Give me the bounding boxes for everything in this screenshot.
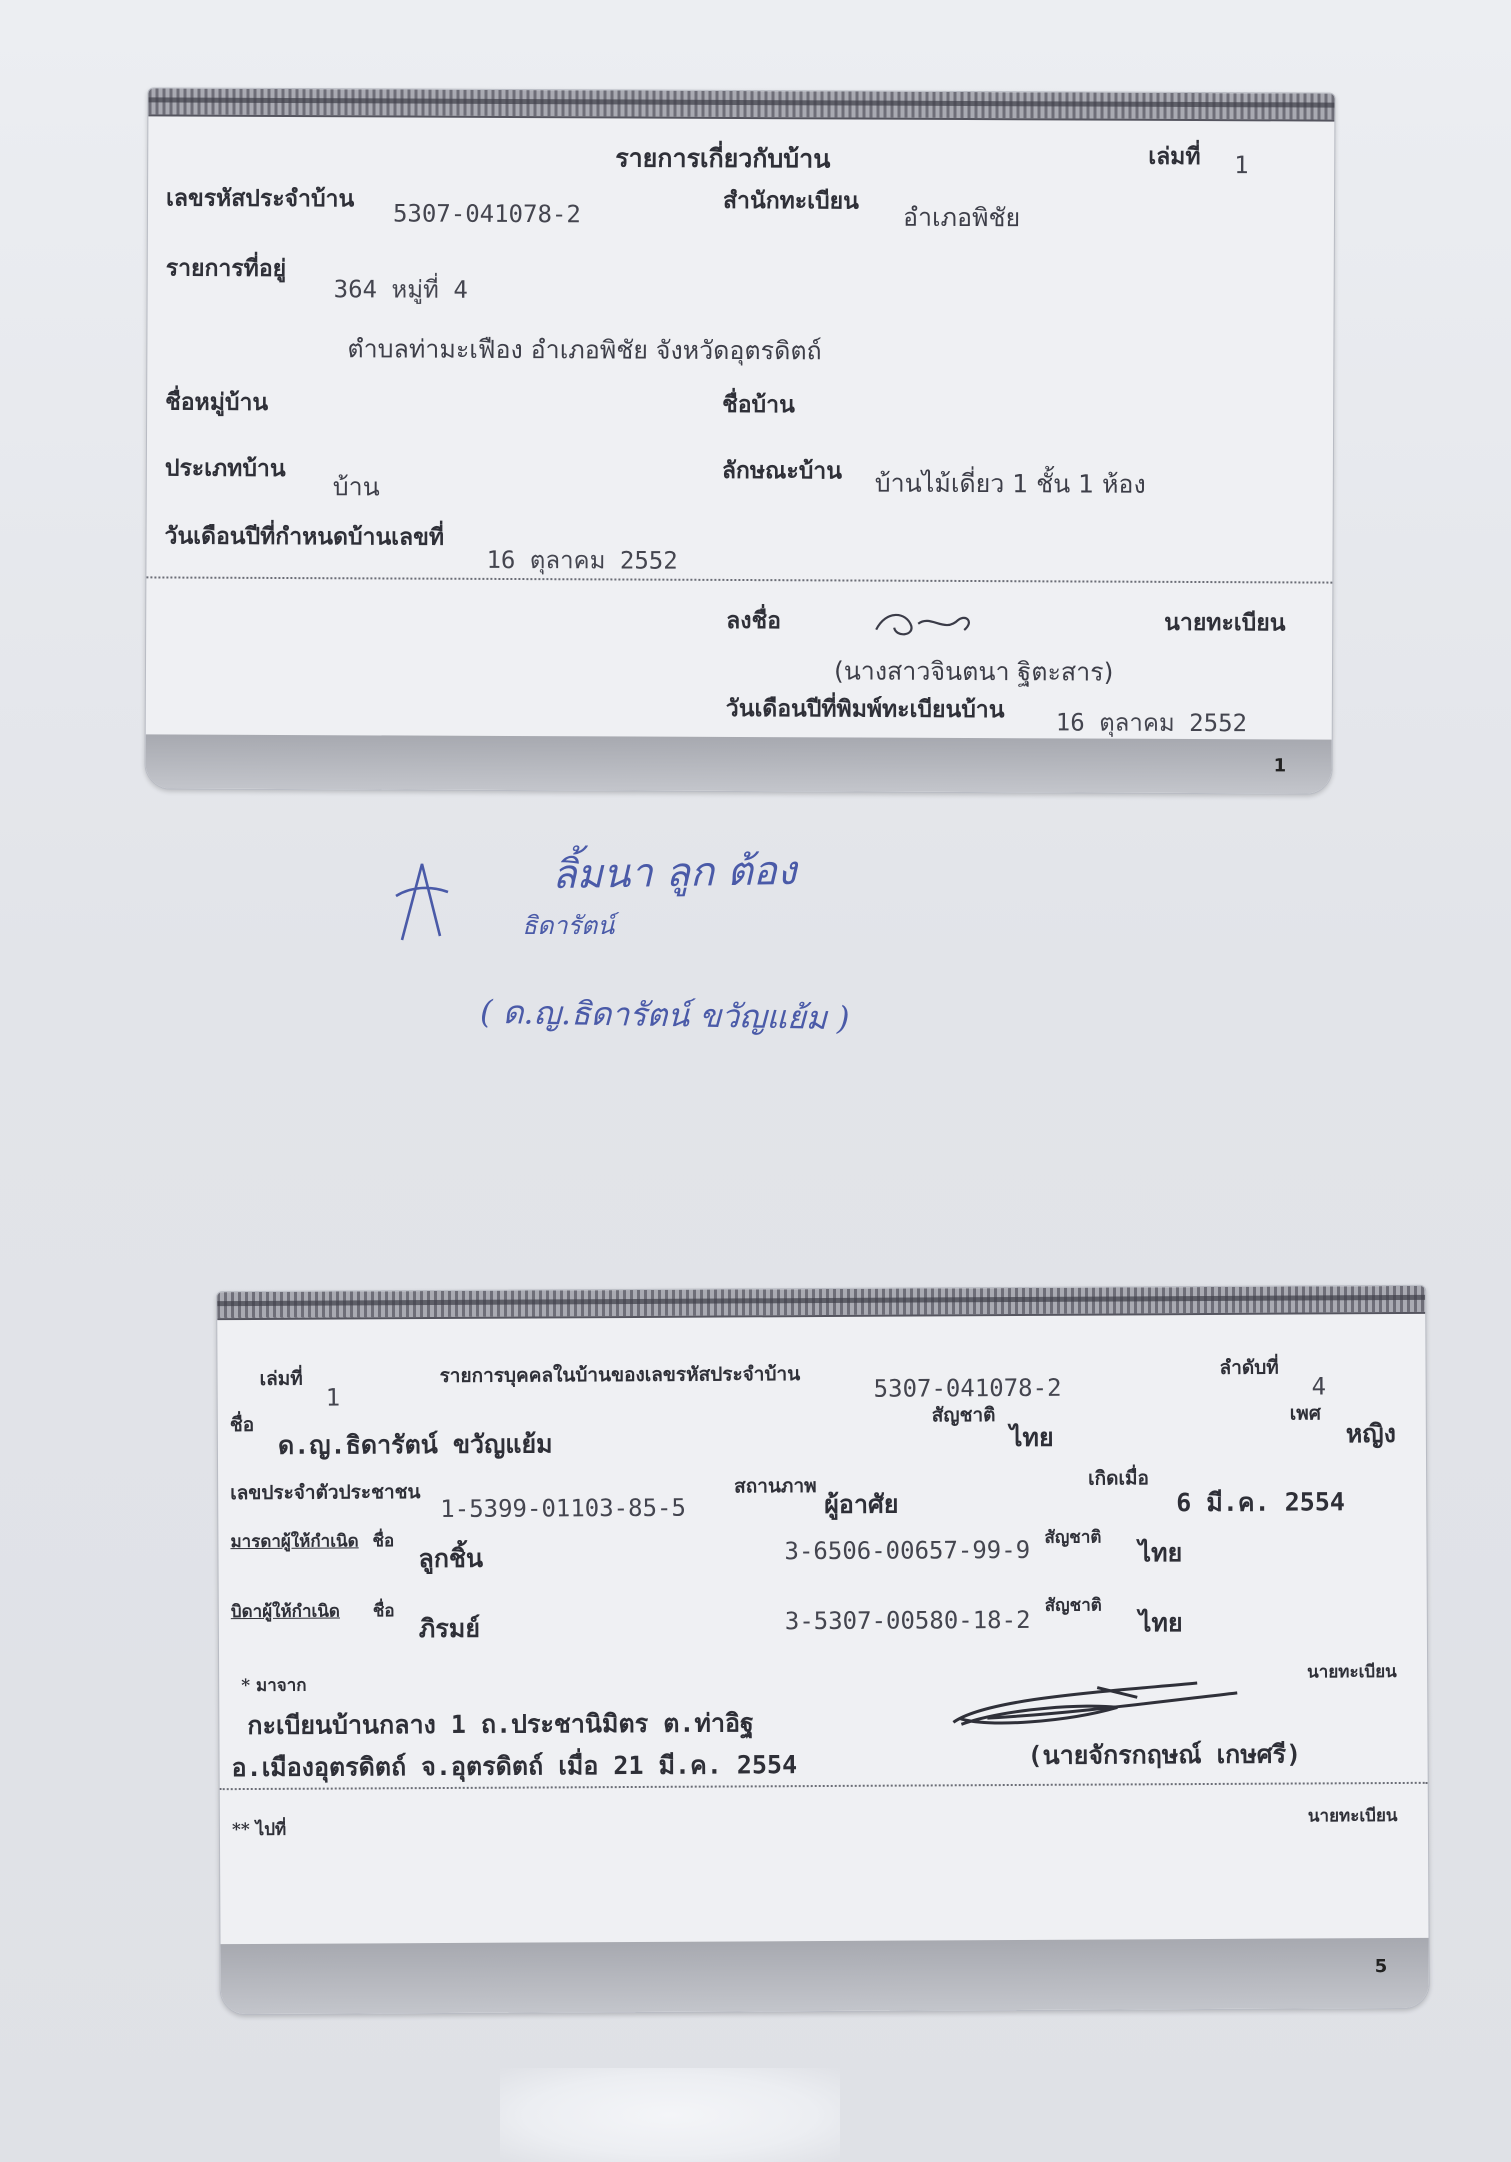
house-type-label: ประเภทบ้าน — [164, 454, 286, 483]
sequence-label: ลำดับที่ — [1219, 1356, 1279, 1379]
handwritten-mark-icon — [392, 856, 452, 946]
house-code-value: 5307-041078-2 — [392, 199, 581, 229]
office-label: สำนักทะเบียน — [722, 186, 859, 215]
card-binding-strip — [217, 1286, 1425, 1320]
book-value: 1 — [1234, 151, 1249, 180]
card-title: รายการบุคคลในบ้านของเลขรหัสประจำบ้าน — [439, 1363, 801, 1388]
registrar-label: นายทะเบียน — [1164, 608, 1286, 637]
book-label: เล่มที่ — [1148, 142, 1201, 171]
page-number: 1 — [1273, 755, 1287, 777]
from-label: * มาจาก — [241, 1675, 307, 1697]
father-id: 3-5307-00580-18-2 — [784, 1605, 1031, 1636]
house-code-value: 5307-041078-2 — [873, 1373, 1062, 1403]
address-line-1: 364 หมู่ที่ 4 — [333, 275, 468, 304]
mother-name-label: ชื่อ — [372, 1531, 395, 1552]
house-style-value: บ้านไม้เดี่ยว 1 ชั้น 1 ห้อง — [874, 468, 1146, 499]
sequence-value: 4 — [1311, 1372, 1327, 1401]
print-date-value: 16 ตุลาคม 2552 — [1055, 708, 1248, 738]
to-label: ** ไปที่ — [231, 1819, 287, 1841]
id-value: 1-5399-01103-85-5 — [440, 1493, 686, 1524]
nationality-label: สัญชาติ — [931, 1404, 996, 1427]
registrar-name: (นายจักรกฤษณ์ เกษศรี) — [1027, 1739, 1302, 1770]
handwritten-note-line-1: ลิ้มนา ลูก ต้อง — [551, 847, 797, 899]
paper-smudge — [500, 2068, 840, 2162]
sex-label: เพศ — [1289, 1402, 1321, 1425]
house-style-label: ลักษณะบ้าน — [721, 456, 843, 485]
mother-label: มารดาผู้ให้กำเนิด — [230, 1531, 359, 1553]
registrar-signature-2 — [947, 1677, 1247, 1739]
registrar-name: (นางสาวจินตนา ฐิตะสาร) — [833, 656, 1114, 687]
mother-name: ลูกชิ้น — [418, 1543, 484, 1574]
from-address-line-1: กะเบียนบ้านกลาง 1 ถ.ประชานิมิตร ต.ท่าอิฐ — [247, 1708, 754, 1741]
name-label: ชื่อ — [229, 1413, 255, 1437]
house-type-value: บ้าน — [332, 472, 380, 502]
address-label: รายการที่อยู่ — [165, 254, 287, 283]
sex-value: หญิง — [1345, 1418, 1396, 1449]
card-title: รายการเกี่ยวกับบ้าน — [615, 143, 831, 174]
status-value: ผู้อาศัย — [824, 1489, 899, 1519]
mother-nationality-label: สัญชาติ — [1044, 1527, 1102, 1548]
father-name-label: ชื่อ — [372, 1601, 395, 1622]
mother-nationality: ไทย — [1138, 1538, 1183, 1568]
person-record-card — [216, 1285, 1430, 2015]
nationality-value: ไทย — [1009, 1422, 1054, 1453]
house-code-label: เลขรหัสประจำบ้าน — [165, 184, 355, 213]
house-details-card — [144, 87, 1335, 794]
handwritten-note-line-3: ( ด.ญ.ธิดารัตน์ ขวัญแย้ม ) — [479, 992, 850, 1038]
registrar-label: นายทะเบียน — [1307, 1661, 1397, 1683]
print-date-label: วันเดือนปีที่พิมพ์ทะเบียนบ้าน — [725, 694, 1005, 724]
book-label: เล่มที่ — [259, 1367, 303, 1390]
assign-date-value: 16 ตุลาคม 2552 — [486, 545, 678, 575]
house-name-label: ชื่อบ้าน — [722, 390, 795, 419]
handwritten-note-line-2: ธิดารัตน์ — [522, 911, 615, 940]
father-name: ภิรมย์ — [418, 1613, 481, 1644]
village-label: ชื่อหมู่บ้าน — [165, 388, 269, 416]
book-value: 1 — [325, 1383, 341, 1412]
sign-label: ลงชื่อ — [726, 606, 782, 635]
registrar-label-2: นายทะเบียน — [1307, 1805, 1398, 1827]
card-binding-strip — [148, 88, 1334, 121]
mother-id: 3-6506-00657-99-9 — [784, 1535, 1031, 1566]
status-label: สถานภาพ — [734, 1475, 817, 1498]
address-line-2: ตำบลท่ามะเฟือง อำเภอพิชัย จังหวัดอุตรดิตถ์ — [347, 334, 822, 366]
section-divider — [146, 576, 1332, 583]
card-footer-band — [145, 734, 1331, 793]
page-number: 5 — [1374, 1956, 1388, 1978]
from-address-line-2: อ.เมืองอุตรดิตถ์ จ.อุตรดิตถ์ เมื่อ 21 มี.ค. 2554 — [231, 1750, 798, 1783]
father-nationality: ไทย — [1138, 1608, 1183, 1638]
assign-date-label: วันเดือนปีที่กำหนดบ้านเลขที่ — [164, 522, 445, 551]
office-value: อำเภอพิชัย — [902, 202, 1021, 233]
born-label: เกิดเมื่อ — [1088, 1467, 1149, 1490]
father-label: บิดาผู้ให้กำเนิด — [230, 1601, 341, 1623]
registrar-signature-1 — [866, 600, 986, 651]
id-label: เลขประจำตัวประชาชน — [230, 1481, 421, 1505]
name-value: ด.ญ.ธิดารัตน์ ขวัญแย้ม — [277, 1429, 553, 1460]
born-value: 6 มี.ค. 2554 — [1176, 1487, 1345, 1518]
card-footer-band — [221, 1938, 1429, 2014]
father-nationality-label: สัญชาติ — [1044, 1595, 1102, 1616]
